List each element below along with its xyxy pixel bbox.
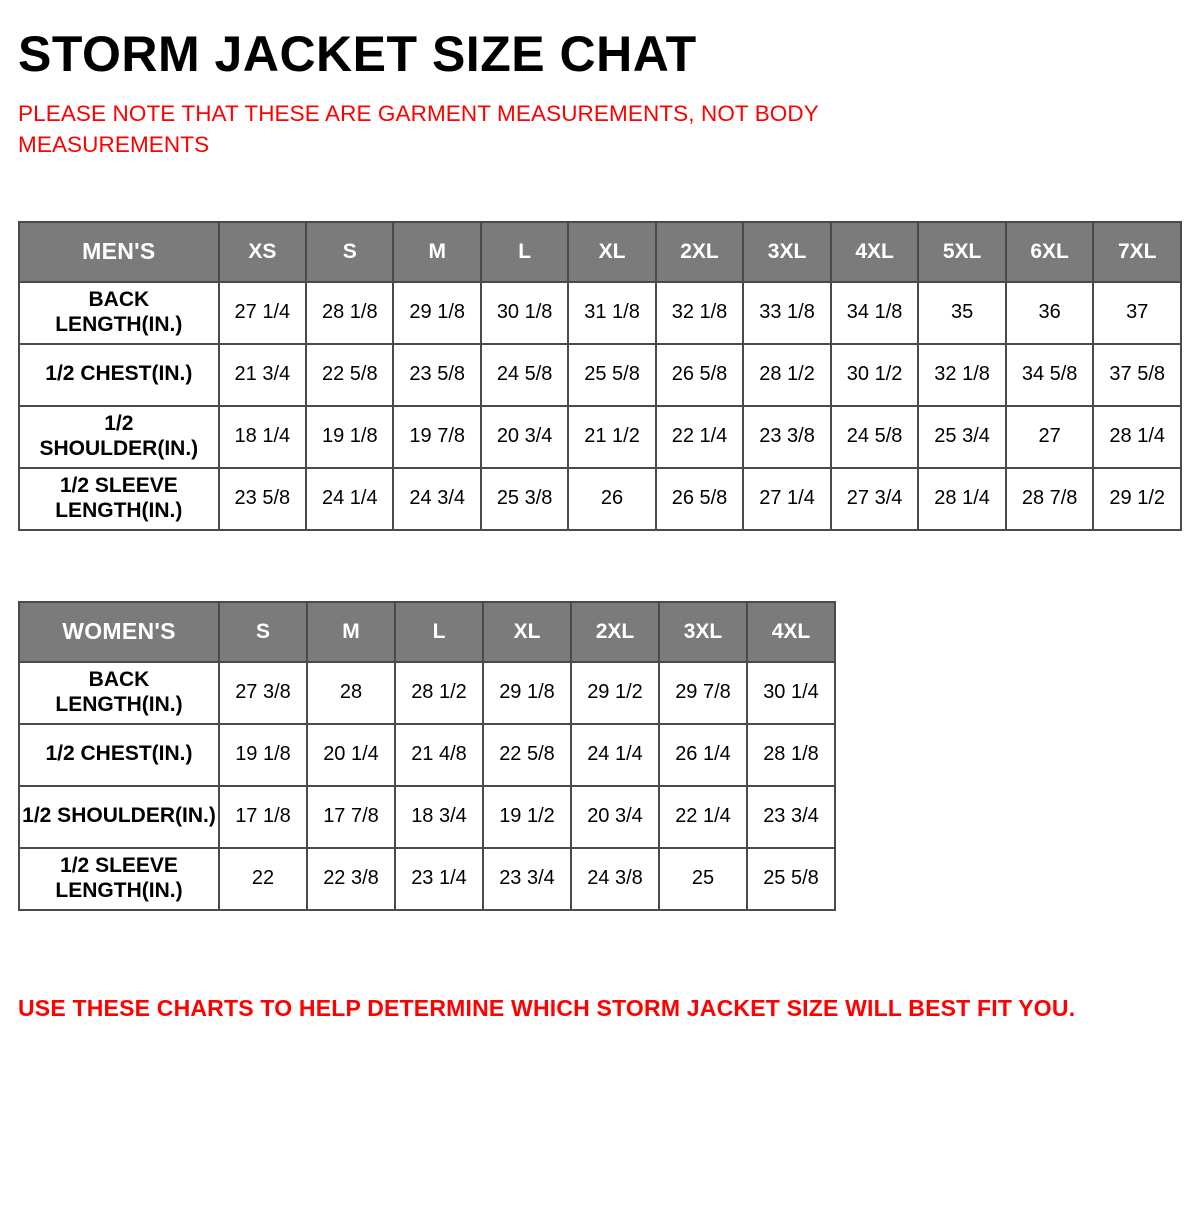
mens-size-table bbox=[18, 221, 1182, 531]
cell-value: 28 bbox=[307, 662, 395, 724]
cell-value: 18 3/4 bbox=[395, 786, 483, 848]
cell-value: 28 7/8 bbox=[1006, 468, 1094, 530]
mens-row-label-half-shoulder bbox=[19, 406, 219, 468]
mens-size-header-s: S bbox=[306, 222, 393, 282]
cell-value: 22 5/8 bbox=[306, 344, 393, 406]
cell-value: 28 1/2 bbox=[395, 662, 483, 724]
cell-value: 19 1/2 bbox=[483, 786, 571, 848]
bottom-note: USE THESE CHARTS TO HELP DETERMINE WHICH STORM JACKET SIZE WILL BEST FIT YOU. bbox=[18, 994, 1076, 1021]
cell-value: 24 3/4 bbox=[393, 468, 480, 530]
cell-value: 29 7/8 bbox=[659, 662, 747, 724]
cell-value: 25 5/8 bbox=[747, 848, 835, 910]
cell-value: 32 1/8 bbox=[918, 344, 1006, 406]
cell-value: 24 1/4 bbox=[306, 468, 393, 530]
cell-value: 29 1/8 bbox=[393, 282, 480, 344]
mens-row-label-half-sleeve-length bbox=[19, 468, 219, 530]
label-line-1: BACK bbox=[88, 288, 150, 312]
cell-value: 28 1/8 bbox=[306, 282, 393, 344]
cell-value: 23 3/4 bbox=[483, 848, 571, 910]
cell-value: 22 1/4 bbox=[656, 406, 744, 468]
cell-value: 20 1/4 bbox=[307, 724, 395, 786]
cell-value: 30 1/2 bbox=[831, 344, 919, 406]
womens-size-header-xl: XL bbox=[483, 602, 571, 662]
cell-value: 29 1/2 bbox=[571, 662, 659, 724]
cell-value: 23 5/8 bbox=[393, 344, 480, 406]
womens-size-header-m: M bbox=[307, 602, 395, 662]
cell-value: 24 5/8 bbox=[481, 344, 568, 406]
cell-value: 27 3/8 bbox=[219, 662, 307, 724]
cell-value: 26 bbox=[568, 468, 655, 530]
cell-value: 27 3/4 bbox=[831, 468, 919, 530]
mens-size-header-4xl: 4XL bbox=[831, 222, 919, 282]
cell-value: 17 1/8 bbox=[219, 786, 307, 848]
cell-value: 25 5/8 bbox=[568, 344, 655, 406]
mens-size-header-7xl: 7XL bbox=[1093, 222, 1181, 282]
table-row bbox=[19, 344, 1181, 406]
cell-value: 20 3/4 bbox=[481, 406, 568, 468]
cell-value: 23 3/4 bbox=[747, 786, 835, 848]
cell-value: 37 5/8 bbox=[1093, 344, 1181, 406]
cell-value: 26 5/8 bbox=[656, 468, 744, 530]
cell-value: 30 1/8 bbox=[481, 282, 568, 344]
mens-size-header-6xl: 6XL bbox=[1006, 222, 1094, 282]
cell-value: 37 bbox=[1093, 282, 1181, 344]
mens-row-label-back-length bbox=[19, 282, 219, 344]
table-row bbox=[19, 848, 835, 910]
cell-value: 28 1/2 bbox=[743, 344, 831, 406]
cell-value: 29 1/2 bbox=[1093, 468, 1181, 530]
cell-value: 19 7/8 bbox=[393, 406, 480, 468]
cell-value: 22 1/4 bbox=[659, 786, 747, 848]
mens-size-header-xs: XS bbox=[219, 222, 306, 282]
size-chart-page bbox=[0, 26, 1200, 1226]
womens-table-header-row bbox=[19, 602, 835, 662]
womens-size-header-4xl: 4XL bbox=[747, 602, 835, 662]
cell-value: 24 5/8 bbox=[831, 406, 919, 468]
cell-value: 28 1/4 bbox=[918, 468, 1006, 530]
table-row bbox=[19, 282, 1181, 344]
cell-value: 31 1/8 bbox=[568, 282, 655, 344]
cell-value: 28 1/4 bbox=[1093, 406, 1181, 468]
cell-value: 34 1/8 bbox=[831, 282, 919, 344]
womens-size-header-l: L bbox=[395, 602, 483, 662]
label-line-1: 1/2 SHOULDER(IN.) bbox=[39, 412, 199, 460]
mens-size-header-5xl: 5XL bbox=[918, 222, 1006, 282]
mens-table-corner-label: MEN'S bbox=[19, 222, 219, 282]
cell-value: 27 bbox=[1006, 406, 1094, 468]
cell-value: 24 3/8 bbox=[571, 848, 659, 910]
mens-size-header-xl: XL bbox=[568, 222, 655, 282]
cell-value: 23 1/4 bbox=[395, 848, 483, 910]
cell-value: 33 1/8 bbox=[743, 282, 831, 344]
mens-table-header-row bbox=[19, 222, 1181, 282]
cell-value: 20 3/4 bbox=[571, 786, 659, 848]
cell-value: 21 1/2 bbox=[568, 406, 655, 468]
cell-value: 26 5/8 bbox=[656, 344, 744, 406]
label-line-1: 1/2 CHEST(IN.) bbox=[45, 742, 193, 766]
label-line-2: LENGTH(IN.) bbox=[55, 498, 183, 522]
womens-row-label-half-chest bbox=[19, 724, 219, 786]
cell-value: 21 3/4 bbox=[219, 344, 306, 406]
cell-value: 34 5/8 bbox=[1006, 344, 1094, 406]
womens-row-label-half-sleeve-length bbox=[19, 848, 219, 910]
cell-value: 23 3/8 bbox=[743, 406, 831, 468]
cell-value: 19 1/8 bbox=[306, 406, 393, 468]
cell-value: 18 1/4 bbox=[219, 406, 306, 468]
womens-size-header-3xl: 3XL bbox=[659, 602, 747, 662]
cell-value: 30 1/4 bbox=[747, 662, 835, 724]
label-line-1: BACK bbox=[88, 668, 150, 692]
table-row bbox=[19, 662, 835, 724]
page-title: STORM JACKET SIZE CHAT bbox=[18, 26, 697, 82]
womens-row-label-half-shoulder bbox=[19, 786, 219, 848]
label-line-2: LENGTH(IN.) bbox=[55, 692, 183, 716]
table-row bbox=[19, 786, 835, 848]
label-line-2: LENGTH(IN.) bbox=[55, 312, 183, 336]
cell-value: 25 3/8 bbox=[481, 468, 568, 530]
table-row bbox=[19, 406, 1181, 468]
label-line-1: 1/2 CHEST(IN.) bbox=[45, 362, 193, 386]
cell-value: 26 1/4 bbox=[659, 724, 747, 786]
cell-value: 28 1/8 bbox=[747, 724, 835, 786]
cell-value: 19 1/8 bbox=[219, 724, 307, 786]
table-row bbox=[19, 468, 1181, 530]
mens-size-header-m: M bbox=[393, 222, 480, 282]
cell-value: 25 3/4 bbox=[918, 406, 1006, 468]
cell-value: 17 7/8 bbox=[307, 786, 395, 848]
cell-value: 32 1/8 bbox=[656, 282, 744, 344]
cell-value: 27 1/4 bbox=[743, 468, 831, 530]
womens-size-header-2xl: 2XL bbox=[571, 602, 659, 662]
cell-value: 21 4/8 bbox=[395, 724, 483, 786]
cell-value: 24 1/4 bbox=[571, 724, 659, 786]
cell-value: 22 3/8 bbox=[307, 848, 395, 910]
label-line-1: 1/2 SHOULDER(IN.) bbox=[22, 804, 216, 828]
label-line-1: 1/2 SLEEVE bbox=[59, 474, 178, 498]
womens-table-corner-label: WOMEN'S bbox=[19, 602, 219, 662]
cell-value: 35 bbox=[918, 282, 1006, 344]
cell-value: 27 1/4 bbox=[219, 282, 306, 344]
top-note: PLEASE NOTE THAT THESE ARE GARMENT MEASUREMENTS, NOT BODY MEASUREMENTS bbox=[18, 100, 819, 157]
label-line-2: LENGTH(IN.) bbox=[55, 878, 183, 902]
cell-value: 36 bbox=[1006, 282, 1094, 344]
cell-value: 22 5/8 bbox=[483, 724, 571, 786]
cell-value: 29 1/8 bbox=[483, 662, 571, 724]
mens-row-label-half-chest bbox=[19, 344, 219, 406]
womens-size-table bbox=[18, 601, 836, 911]
cell-value: 23 5/8 bbox=[219, 468, 306, 530]
womens-row-label-back-length bbox=[19, 662, 219, 724]
cell-value: 25 bbox=[659, 848, 747, 910]
mens-size-header-l: L bbox=[481, 222, 568, 282]
table-row bbox=[19, 724, 835, 786]
mens-size-header-3xl: 3XL bbox=[743, 222, 831, 282]
label-line-1: 1/2 SLEEVE bbox=[60, 854, 178, 878]
womens-size-header-s: S bbox=[219, 602, 307, 662]
mens-size-header-2xl: 2XL bbox=[656, 222, 744, 282]
cell-value: 22 bbox=[219, 848, 307, 910]
